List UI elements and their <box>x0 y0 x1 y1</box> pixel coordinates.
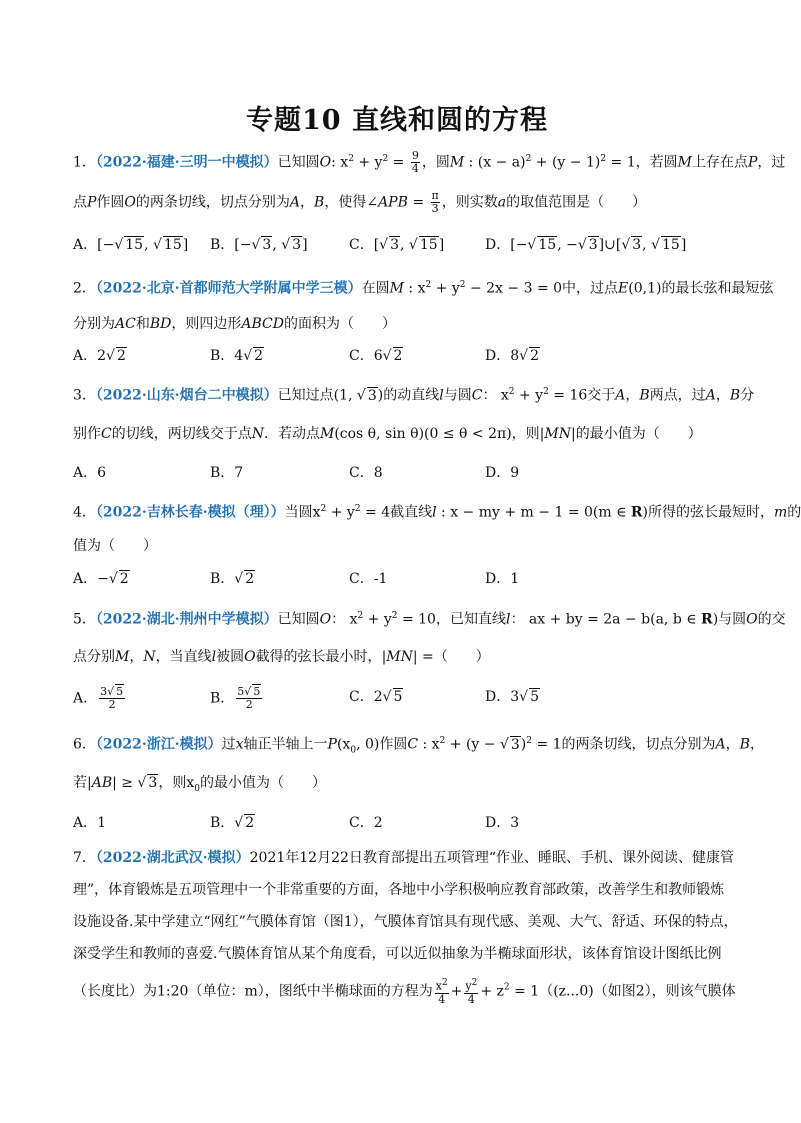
text: 的两条切线，切点分别为 <box>561 736 716 753</box>
option-label: A． <box>73 690 98 707</box>
math: N <box>251 426 264 442</box>
text: 中，过点 <box>562 280 619 297</box>
text: ，过 <box>757 154 786 171</box>
option-label: B． <box>210 815 235 831</box>
math: C <box>101 426 112 442</box>
option-a[interactable]: A．−√ 2 <box>73 571 129 587</box>
math: E <box>618 280 629 297</box>
math: m <box>774 504 788 521</box>
text: 的最小值为（ ） <box>575 426 702 442</box>
option-label: B． <box>210 690 235 707</box>
text: 的 <box>787 504 801 521</box>
text: （如图2），则该气膜体 <box>593 983 736 1000</box>
fraction: $\frac{3√ 5}{2}$ <box>100 685 124 711</box>
option-d[interactable]: D．9 <box>485 465 520 481</box>
math: x <box>235 736 244 753</box>
question-source: （2022·福建·三明一中模拟） <box>95 154 278 171</box>
option-label: B． <box>210 237 235 253</box>
text: ，若圆 <box>635 154 678 171</box>
math: l <box>432 504 437 521</box>
text: ，圆 <box>421 154 450 171</box>
math: ABCD <box>241 316 284 332</box>
text: 分 <box>740 387 755 404</box>
question-4-options <box>73 568 723 590</box>
math: APB <box>378 194 408 211</box>
question-1-line-2: 点P作圆O的两条切线，切点分别为A，B，使得∠APB = $\frac{\pi}{3}$ ，则实数a的取值范围是（ ） <box>73 189 647 215</box>
math: M <box>115 649 130 665</box>
math: O <box>319 154 332 171</box>
question-6-options <box>73 812 723 834</box>
text: 上存在点 <box>691 154 748 171</box>
math: N <box>143 649 156 665</box>
text: ，则实数 <box>441 194 498 211</box>
math: P <box>747 154 758 171</box>
question-7-line-3: 设施设备.某中学建立“网红”气膜体育馆（图1），气膜体育馆具有现代感、美观、大气、舒适、环保的特点， <box>73 914 738 930</box>
question-3-options <box>73 462 723 484</box>
text: 已知圆 <box>277 154 320 171</box>
option-c[interactable]: C．6√ 2 <box>349 348 403 364</box>
text: 已知过点 <box>277 387 334 404</box>
option-a[interactable]: A．2√ 2 <box>73 348 126 364</box>
math: AB <box>91 775 113 791</box>
question-number: 5． <box>73 611 96 628</box>
math: BD <box>149 316 172 332</box>
text: 若 <box>73 775 87 791</box>
fraction: $\frac{9}{4}$ <box>411 149 419 176</box>
fraction: $\frac{x^2}{4}$ <box>435 978 448 1006</box>
text: ，则 <box>511 426 540 442</box>
option-b[interactable]: B．√ 2 <box>210 571 255 587</box>
option-d[interactable]: D．[−√ 15, −√ 3]∪[√ 3, √ 15] <box>485 237 687 253</box>
question-source: （2022·湖北武汉·模拟） <box>95 850 250 866</box>
question-number: 4． <box>73 504 96 521</box>
text: 当圆 <box>284 504 313 521</box>
text: 作圆 <box>379 736 408 753</box>
option-c[interactable]: C．8 <box>349 465 383 481</box>
math: C <box>471 387 483 404</box>
text: ，使得 <box>324 194 367 211</box>
text: 的两条切线，切点分别为 <box>135 194 290 211</box>
question-6-line-2: 若|AB| ≥ √ 3，则$x_0$的最小值为（ ） <box>73 775 326 794</box>
option-label: A． <box>73 237 98 253</box>
math: M <box>449 154 465 171</box>
question-7-line-4: 深受学生和教师的喜爱.气膜体育馆从某个角度看，可以近似抽象为半椭球面形状，该体育馆设计图纸比例 <box>73 946 722 962</box>
text: 的取值范围是（ ） <box>506 194 647 211</box>
option-label: C． <box>349 689 374 705</box>
option-label: D． <box>485 348 511 364</box>
option-a[interactable]: A．6 <box>73 465 107 481</box>
option-d[interactable]: D．3 <box>485 815 520 831</box>
option-label: C． <box>349 348 374 364</box>
question-7-line-5: （长度比）为1:20（单位：m），图纸中半椭球面的方程为 $\frac{x^2}{4}$ + $\frac{y^2}{4}$ + $z^2 = 1((z...0)$（如图2），则该气膜体 <box>73 978 736 1006</box>
text: 作圆 <box>96 194 125 211</box>
question-number: 7． <box>73 850 96 866</box>
math: B <box>314 194 325 211</box>
question-source: （2022·浙江·模拟） <box>95 736 222 753</box>
text: 的动直线 <box>383 387 440 404</box>
question-1-line-1: 1．（2022·福建·三明一中模拟）已知圆O: $x^2 + y^2$ = $\frac{9}{4}$ ，圆M : $(x - a)^2 + (y - 1)^2 = 1$，若圆M上存在点P，过 <box>73 149 786 176</box>
text: 截直线 <box>390 504 433 521</box>
option-label: A． <box>73 348 98 364</box>
text: 两点，过 <box>649 387 706 404</box>
option-label: D． <box>485 689 511 705</box>
math: MN <box>386 649 413 665</box>
option-c[interactable]: C．2√ 5 <box>349 689 403 705</box>
option-d[interactable]: D．8√ 2 <box>485 348 539 364</box>
question-3-line-2: 别作C的切线，两切线交于点N．若动点M(cos θ, sin θ)(0 ≤ θ < 2π)，则|MN|的最小值为（ ） <box>73 426 702 442</box>
page-title: 专题10 直线和圆的方程 <box>246 105 548 136</box>
math: B <box>739 736 750 753</box>
question-source: （2022·吉林长春·模拟（理）） <box>95 504 285 521</box>
question-4-line-2 <box>73 536 723 556</box>
math: O <box>746 611 758 628</box>
option-label: D． <box>485 237 511 253</box>
text: 分别为 <box>73 316 115 332</box>
text: ，则四边形 <box>171 316 242 332</box>
option-b[interactable]: B．4√ 2 <box>210 348 264 364</box>
question-number: 3． <box>73 387 96 404</box>
text: ．若动点 <box>263 426 320 442</box>
question-source: （2022·北京·首都师范大学附属中学三模） <box>95 280 362 297</box>
text: 在圆 <box>361 280 390 297</box>
math: C <box>407 736 419 753</box>
math: l <box>211 649 217 665</box>
option-c[interactable]: C．-1 <box>349 571 388 587</box>
option-d[interactable]: D．1 <box>485 571 520 587</box>
option-label: B． <box>210 571 235 587</box>
text: 交于 <box>587 387 616 404</box>
math: O <box>124 194 136 211</box>
question-2-line-1: 2．（2022·北京·首都师范大学附属中学三模）在圆M : $x^2 + y^2 - 2x - 3 = 0$中，过点E(0,1)的最长弦和最短弦 <box>73 280 774 297</box>
text: ，当直线 <box>155 649 212 665</box>
option-a[interactable] <box>73 686 127 711</box>
fraction: $\frac{y^2}{4}$ <box>465 978 478 1006</box>
text: 轴正半轴上一 <box>243 736 328 753</box>
question-5-line-1: 5．（2022·湖北·荆州中学模拟）已知圆O： $x^2 + y^2 = 10$，已知直线l： ax + by = 2a − b(a, b ∈ R)与圆O的交 <box>73 611 786 628</box>
text: 的面积为（ ） <box>283 316 396 332</box>
math: P <box>87 194 97 211</box>
text: 的最长弦和最短弦 <box>661 280 774 297</box>
question-4-line-1: 4．（2022·吉林长春·模拟（理））当圆$x^2 + y^2 = 4$截直线l : x − my + m − 1 = 0(m ∈ R)所得的弦长最短时，m的 <box>73 504 801 521</box>
math: O <box>319 611 332 628</box>
math: MN <box>544 426 571 442</box>
math: l <box>439 387 444 404</box>
option-label: A． <box>73 571 98 587</box>
question-5-line-2: 点分别M，N，当直线l被圆O截得的弦长最小时，|MN| =（ ） <box>73 649 490 665</box>
math: M <box>677 154 692 171</box>
math: M <box>389 280 404 297</box>
question-2-options <box>73 345 723 367</box>
math: A <box>715 736 726 753</box>
text: 值为（ ） <box>73 538 157 554</box>
math: M <box>319 426 335 442</box>
math: P <box>327 736 337 753</box>
math: B <box>639 387 650 404</box>
math: A <box>289 194 301 211</box>
option-d[interactable]: D．3√ 5 <box>485 689 539 705</box>
text: 过 <box>221 736 236 753</box>
option-label: B． <box>210 348 235 364</box>
text: 点 <box>73 194 87 211</box>
text: 别作 <box>73 426 101 442</box>
option-b[interactable] <box>210 686 264 711</box>
question-number: 1． <box>73 154 96 171</box>
text: 所得的弦长最短时， <box>648 504 775 521</box>
option-a[interactable]: A．1 <box>73 815 107 831</box>
question-5-options <box>73 686 723 716</box>
math: A <box>615 387 626 404</box>
text: 的切线，两切线交于点 <box>111 426 252 442</box>
question-7-line-2: 理”，体育锻炼是五项管理中一个非常重要的方面，各地中小学积极响应教育部政策，改善学生和教师锻炼 <box>73 882 725 898</box>
option-c[interactable]: C．[√ 3, √ 15] <box>349 237 445 253</box>
text: 和 <box>135 316 150 332</box>
text: 截得的弦长最小时， <box>255 649 382 665</box>
math: A <box>705 387 716 404</box>
text: ，已知直线 <box>435 611 506 628</box>
math: AC <box>115 316 136 332</box>
text: 与圆 <box>443 387 472 404</box>
text: 2021年12月22日教育部提出五项管理“作业、睡眠、手机、课外阅读、健康管 <box>249 850 735 866</box>
fraction: $\frac{5√ 5}{2}$ <box>237 685 261 711</box>
question-number: 2． <box>73 280 96 297</box>
question-source: （2022·山东·烟台二中模拟） <box>95 387 278 404</box>
question-2-line-2 <box>73 314 723 334</box>
text: （长度比）为1:20（单位：m），图纸中半椭球面的方程为 <box>73 983 433 1000</box>
option-b[interactable]: B．7 <box>210 465 244 481</box>
math: O <box>244 649 256 665</box>
text: 点分别 <box>73 649 115 665</box>
math: l <box>505 611 511 628</box>
text: 的最小值为（ ） <box>199 775 326 791</box>
question-1-options <box>73 234 723 256</box>
option-a[interactable]: A．[−√ 15, √ 15] <box>73 237 189 253</box>
text: 被圆 <box>216 649 245 665</box>
question-source: （2022·湖北·荆州中学模拟） <box>95 611 278 628</box>
text: 的交 <box>757 611 786 628</box>
text: ，则 <box>158 775 187 791</box>
fraction: $\frac{\pi}{3}$ <box>431 189 439 215</box>
question-number: 6． <box>73 736 96 753</box>
question-3-line-1: 3．（2022·山东·烟台二中模拟）已知过点(1, √ 3)的动直线l与圆C： $x^2 + y^2 = 16$交于A，B两点，过A，B分 <box>73 387 755 404</box>
text: （ ） <box>433 649 490 665</box>
text: 与圆 <box>718 611 747 628</box>
option-label: C． <box>349 237 374 253</box>
text: 已知圆 <box>277 611 320 628</box>
option-b[interactable]: B．[−√ 3, √ 3] <box>210 237 308 253</box>
option-c[interactable]: C．2 <box>349 815 383 831</box>
math: a <box>497 194 507 211</box>
question-6-line-1: 6．（2022·浙江·模拟）过x轴正半轴上一$P(x_0$, 0)作圆C : $x^2 + (y$ − √ 3)$^2$ = 1的两条切线，切点分别为A，B， <box>73 736 764 756</box>
option-b[interactable]: B．√ 2 <box>210 815 255 831</box>
math: B <box>729 387 741 404</box>
question-7-line-1 <box>73 848 735 868</box>
